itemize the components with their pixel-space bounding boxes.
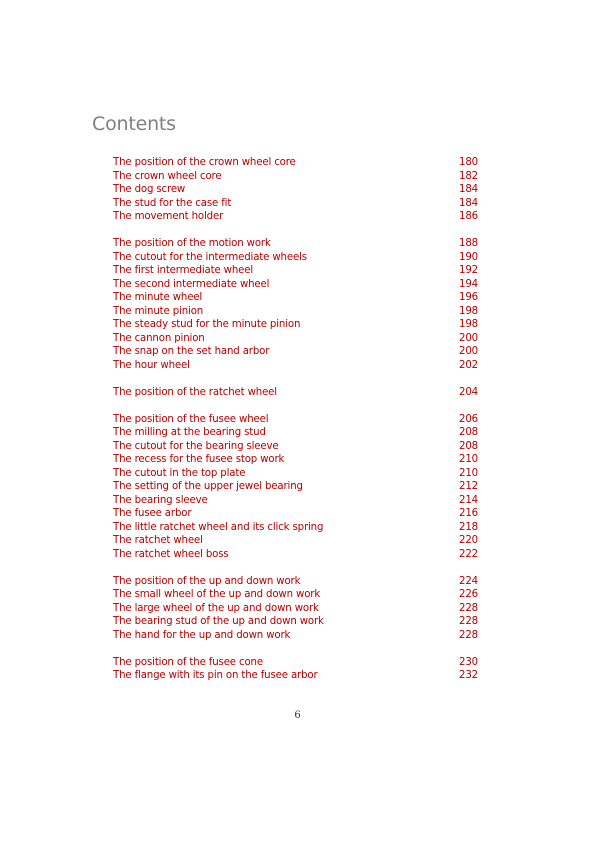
toc-entry — [113, 629, 478, 643]
toc-entry-page: 218 — [459, 521, 478, 533]
toc-entry — [113, 197, 478, 211]
toc-entry — [113, 440, 478, 454]
toc-entry — [113, 359, 478, 373]
toc-group — [113, 575, 478, 643]
toc-entry — [113, 615, 478, 629]
toc-entry-page: 194 — [459, 278, 478, 290]
toc-entry-title: The stud for the case fit — [113, 197, 232, 209]
toc-entry — [113, 426, 478, 440]
toc-group — [113, 413, 478, 562]
toc-entry-page: 200 — [459, 332, 478, 344]
toc-entry-page: 230 — [459, 656, 478, 668]
page-number: 6 — [294, 710, 301, 721]
toc-entry-page: 184 — [459, 184, 478, 195]
toc-entry — [113, 602, 478, 616]
toc-entry — [113, 305, 478, 319]
toc-entry-page: 210 — [459, 467, 478, 479]
toc-entry-page: 208 — [459, 427, 478, 438]
toc-entry — [113, 291, 478, 305]
toc-entry — [113, 548, 478, 562]
toc-entry-page: 202 — [459, 359, 478, 371]
toc-entry — [113, 345, 478, 359]
toc-entry-page: 228 — [459, 616, 478, 627]
toc-entry-title: The milling at the bearing stud — [113, 427, 266, 438]
toc-group — [113, 156, 478, 224]
toc-entry-title: The cutout in the top plate — [113, 467, 246, 479]
toc-entry-title: The first intermediate wheel — [113, 265, 254, 276]
toc-entry — [113, 237, 478, 251]
toc-group — [113, 386, 478, 400]
toc-entry — [113, 588, 478, 602]
toc-entry-page: 188 — [459, 238, 478, 249]
toc-entry-title: The position of the motion work — [113, 238, 271, 249]
page-title: Contents — [92, 113, 176, 135]
toc-entry-title: The cutout for the intermediate wheels — [113, 251, 307, 263]
toc-entry-page: 192 — [459, 265, 478, 276]
toc-entry-title: The cutout for the bearing sleeve — [113, 440, 279, 452]
toc-entry — [113, 413, 478, 427]
toc-entry — [113, 521, 478, 535]
toc-entry — [113, 534, 478, 548]
toc-entry — [113, 453, 478, 467]
toc-entry-title: The setting of the upper jewel bearing — [113, 481, 303, 492]
toc-entry — [113, 183, 478, 197]
toc-entry-title: The bearing stud of the up and down work — [113, 616, 324, 627]
toc-entry — [113, 494, 478, 508]
toc-entry-title: The fusee arbor — [113, 508, 192, 519]
toc-entry-title: The position of the fusee cone — [113, 656, 263, 668]
toc-entry-page: 200 — [459, 346, 478, 357]
toc-entry-title: The position of the fusee wheel — [113, 413, 269, 425]
toc-entry-title: The dog screw — [113, 184, 186, 195]
toc-entry-title: The little ratchet wheel and its click spring — [113, 521, 324, 533]
toc-entry — [113, 264, 478, 278]
toc-entry-page: 220 — [459, 535, 478, 546]
toc-entry-page: 228 — [459, 602, 478, 614]
toc-entry — [113, 278, 478, 292]
toc-group — [113, 656, 478, 683]
toc-entry-page: 208 — [459, 440, 478, 452]
toc-entry — [113, 156, 478, 170]
toc-entry-page: 210 — [459, 454, 478, 465]
toc-entry — [113, 332, 478, 346]
toc-entry — [113, 480, 478, 494]
toc-entry-title: The steady stud for the minute pinion — [113, 319, 301, 330]
toc-entry-title: The minute pinion — [113, 305, 204, 317]
toc-entry-title: The ratchet wheel boss — [113, 548, 229, 560]
toc-entry-page: 196 — [459, 292, 478, 303]
toc-entry — [113, 669, 478, 683]
toc-entry-title: The snap on the set hand arbor — [113, 346, 270, 357]
toc-entry-page: 186 — [459, 211, 478, 222]
toc-entry — [113, 210, 478, 224]
toc-entry-page: 214 — [459, 494, 478, 506]
toc-entry — [113, 575, 478, 589]
toc-entry-page: 216 — [459, 508, 478, 519]
toc-entry-title: The minute wheel — [113, 292, 203, 303]
toc-entry-title: The bearing sleeve — [113, 494, 208, 506]
toc-entry-title: The position of the ratchet wheel — [113, 386, 277, 398]
toc-entry-title: The position of the crown wheel core — [113, 157, 296, 168]
toc-entry-title: The movement holder — [113, 211, 224, 222]
toc-entry-title: The ratchet wheel — [113, 535, 203, 546]
toc-entry-page: 222 — [459, 548, 478, 560]
toc-entry-page: 198 — [459, 305, 478, 317]
toc-entry-page: 198 — [459, 319, 478, 330]
toc-entry-page: 224 — [459, 575, 478, 587]
toc-entry — [113, 251, 478, 265]
toc-entry — [113, 386, 478, 400]
toc-entry-page: 226 — [459, 589, 478, 600]
toc-entry-page: 206 — [459, 413, 478, 425]
toc-entry-title: The crown wheel core — [113, 170, 222, 182]
toc-entry-title: The large wheel of the up and down work — [113, 602, 319, 614]
toc-entry-title: The cannon pinion — [113, 332, 205, 344]
toc-entry — [113, 507, 478, 521]
toc-entry — [113, 170, 478, 184]
toc-entry-title: The small wheel of the up and down work — [113, 589, 321, 600]
toc-entry-page: 182 — [459, 170, 478, 182]
toc-entry-page: 180 — [459, 157, 478, 168]
toc-group — [113, 237, 478, 372]
toc-entry-page: 184 — [459, 197, 478, 209]
toc-entry-page: 212 — [459, 481, 478, 492]
toc-entry-page: 204 — [459, 386, 478, 398]
toc-entry-page: 228 — [459, 629, 478, 641]
toc-entry-title: The flange with its pin on the fusee arbor — [113, 670, 318, 681]
toc-entry-page: 232 — [459, 670, 478, 681]
table-of-contents — [113, 156, 478, 696]
toc-entry-title: The position of the up and down work — [113, 575, 301, 587]
toc-entry-page: 190 — [459, 251, 478, 263]
toc-entry-title: The recess for the fusee stop work — [113, 454, 285, 465]
toc-entry-title: The second intermediate wheel — [113, 278, 270, 290]
toc-entry — [113, 318, 478, 332]
toc-entry-title: The hand for the up and down work — [113, 629, 291, 641]
toc-entry — [113, 467, 478, 481]
toc-entry-title: The hour wheel — [113, 359, 190, 371]
toc-entry — [113, 656, 478, 670]
